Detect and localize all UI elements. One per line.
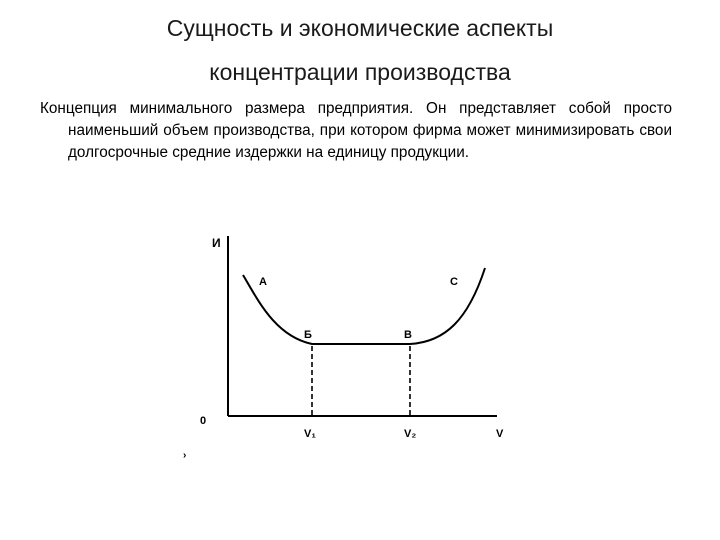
point-c-label: C [450,276,458,288]
point-b2-label: В [404,329,412,341]
tick-v1-label: V₁ [304,428,316,440]
title-line-2: концентрации производства [209,59,511,85]
body-paragraph: Концепция минимального размера предприятия. Он представляет собой просто наименьший объем производства, при котором фирма может минимизировать свои долгосрочные средние издержки на единицу продукции. [40,100,672,161]
point-b1-label: Б [304,329,312,341]
y-axis-label: И [212,236,221,250]
x-axis-label: V [496,428,504,440]
origin-label: 0 [200,415,207,427]
tick-v2-label: V₂ [404,428,417,440]
point-a-label: A [259,276,267,288]
average-cost-curve [243,268,485,344]
title-line-1: Сущность и экономические аспекты [166,15,554,41]
stray-mark: › [183,450,187,461]
